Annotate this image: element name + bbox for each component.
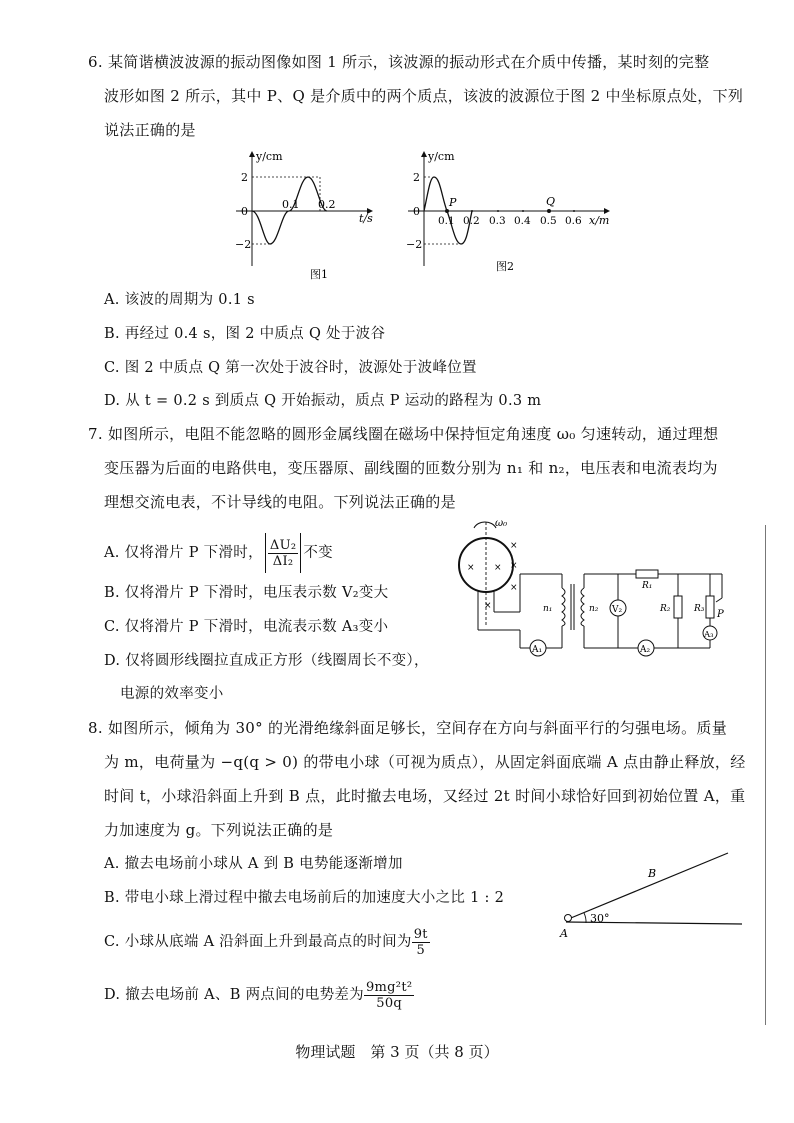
fig2-q-label: Q (546, 195, 556, 208)
q6-stem-line2: 波形如图 2 所示，其中 P、Q 是介质中的两个质点，该波的波源位于图 2 中坐标原点处，下列 (104, 87, 744, 105)
fig1-y-bot: −2 (235, 238, 252, 251)
q8d-frac-den: 50q (376, 995, 403, 1011)
q8-option-d-text: D. 撤去电场前 A、B 两点间的电势差为 (104, 987, 364, 1003)
fig1-ylabel: y/cm (256, 150, 283, 163)
field-cross: × (467, 563, 475, 573)
point-a-label: A (560, 927, 568, 940)
r1-label: R₁ (642, 581, 653, 591)
fig2-y-top: 2 (413, 171, 420, 184)
fig2-caption: 图2 (496, 260, 514, 273)
fig1-xlabel: t/s (359, 212, 373, 225)
ammeter-a3-label: A₃ (704, 630, 714, 640)
q6-stem-line1: 6. 某简谐横波波源的振动图像如图 1 所示，该波源的振动形式在介质中传播，某时刻的完整 (88, 53, 710, 71)
q8-option-b: B. 带电小球上滑过程中撤去电场前后的加速度大小之比 1 : 2 (104, 890, 505, 906)
q8-incline-diagram (556, 845, 746, 940)
fig1-y-zero: 0 (241, 205, 248, 218)
q6-option-c: C. 图 2 中质点 Q 第一次处于波谷时，波源处于波峰位置 (104, 360, 477, 376)
fig2-tick-5: 0.5 (540, 215, 557, 227)
fig2-ylabel: y/cm (428, 150, 455, 163)
q7-stem-line3: 理想交流电表，不计导线的电阻。下列说法正确的是 (104, 493, 456, 511)
q8-option-c-fraction (412, 927, 430, 958)
q8-option-d (104, 975, 414, 1015)
fig2-tick-3: 0.3 (489, 215, 506, 227)
q7-option-a-text: A. 仅将滑片 P 下滑时， (104, 545, 263, 561)
fig1-y-top: 2 (241, 171, 248, 184)
field-cross: × (484, 601, 492, 611)
page-footer: 物理试题 第 3 页（共 8 页） (295, 1043, 499, 1061)
fig2-p-label: P (449, 196, 457, 209)
q7-option-c: C. 仅将滑片 P 下滑时，电流表示数 A₃变小 (104, 619, 389, 635)
fig2-xlabel: x/m (589, 214, 610, 227)
q6-option-b: B. 再经过 0.4 s，图 2 中质点 Q 处于波谷 (104, 326, 386, 342)
q7-frac-den: ΔI₂ (272, 553, 294, 569)
n2-label: n₂ (589, 604, 599, 614)
q7-circuit-diagram (440, 518, 740, 663)
q7-option-b: B. 仅将滑片 P 下滑时，电压表示数 V₂变大 (104, 585, 389, 601)
fig1-x2: 0.2 (318, 198, 336, 211)
q6-figure-1 (222, 148, 382, 283)
q8-option-c (104, 922, 430, 962)
field-cross: × (510, 561, 518, 571)
omega-label: ω₀ (495, 518, 508, 529)
q7-stem-line2: 变压器为后面的电路供电，变压器原、副线圈的匝数分别为 n₁ 和 n₂，电压表和电流表均为 (104, 459, 718, 477)
q8-option-a: A. 撤去电场前小球从 A 到 B 电势能逐渐增加 (104, 856, 403, 872)
q8-stem-line1: 8. 如图所示，倾角为 30° 的光滑绝缘斜面足够长，空间存在方向与斜面平行的匀强电场。质量 (88, 719, 728, 737)
fig2-tick-2: 0.2 (463, 215, 480, 227)
q8-option-d-fraction (364, 980, 414, 1011)
q8c-frac-num: 9t (413, 926, 428, 942)
q7-stem-line1: 7. 如图所示，电阻不能忽略的圆形金属线圈在磁场中保持恒定角速度 ω₀ 匀速转动，通过理想 (88, 425, 719, 443)
point-b-label: B (648, 867, 657, 880)
slider-p-label: P (717, 609, 724, 620)
q6-stem-line3: 说法正确的是 (104, 121, 196, 139)
incline-angle-label: 30° (590, 912, 610, 925)
q7-option-a-fraction (265, 533, 301, 573)
q7-option-d-line1: D. 仅将圆形线圈拉直成正方形（线圈周长不变）， (104, 653, 429, 669)
field-cross: × (510, 541, 518, 551)
margin-rule (765, 525, 766, 1025)
q7-option-d-line2: 电源的效率变小 (120, 686, 224, 702)
voltmeter-v2-label: V₂ (612, 605, 623, 615)
q7-option-a (104, 533, 333, 573)
n1-label: n₁ (543, 604, 553, 614)
fig2-y-zero: 0 (413, 205, 420, 218)
q7-option-a-tail: 不变 (303, 545, 333, 561)
field-cross: × (494, 563, 502, 573)
q6-option-a: A. 该波的周期为 0.1 s (104, 292, 255, 308)
q8c-frac-den: 5 (416, 942, 426, 958)
q6-option-d: D. 从 t = 0.2 s 到质点 Q 开始振动，质点 P 运动的路程为 0.3 m (104, 393, 542, 409)
fig1-x1: 0.1 (282, 198, 300, 211)
fig2-y-bot: −2 (406, 238, 423, 251)
field-cross: × (510, 583, 518, 593)
r3-label: R₃ (694, 604, 705, 614)
q8-option-c-text: C. 小球从底端 A 沿斜面上升到最高点的时间为 (104, 934, 412, 950)
q8-stem-line3: 时间 t，小球沿斜面上升到 B 点，此时撤去电场，又经过 2t 时间小球恰好回到初始位置 A，重 (104, 787, 746, 805)
fig1-caption: 图1 (310, 268, 328, 281)
ammeter-a2-label: A₂ (640, 645, 651, 655)
fig2-tick-4: 0.4 (514, 215, 531, 227)
q6-figure-2 (404, 148, 624, 283)
r2-label: R₂ (660, 604, 671, 614)
fig2-tick-1: 0.1 (438, 215, 455, 227)
q8d-frac-num: 9mg²t² (365, 979, 413, 995)
q8-stem-line4: 力加速度为 g。下列说法正确的是 (104, 821, 334, 839)
q7-frac-num: ΔU₂ (269, 537, 297, 553)
ammeter-a1-label: A₁ (532, 645, 543, 655)
fig2-tick-6: 0.6 (565, 215, 582, 227)
q8-stem-line2: 为 m，电荷量为 −q(q > 0) 的带电小球（可视为质点），从固定斜面底端 A 点由静止释放，经 (104, 753, 746, 771)
